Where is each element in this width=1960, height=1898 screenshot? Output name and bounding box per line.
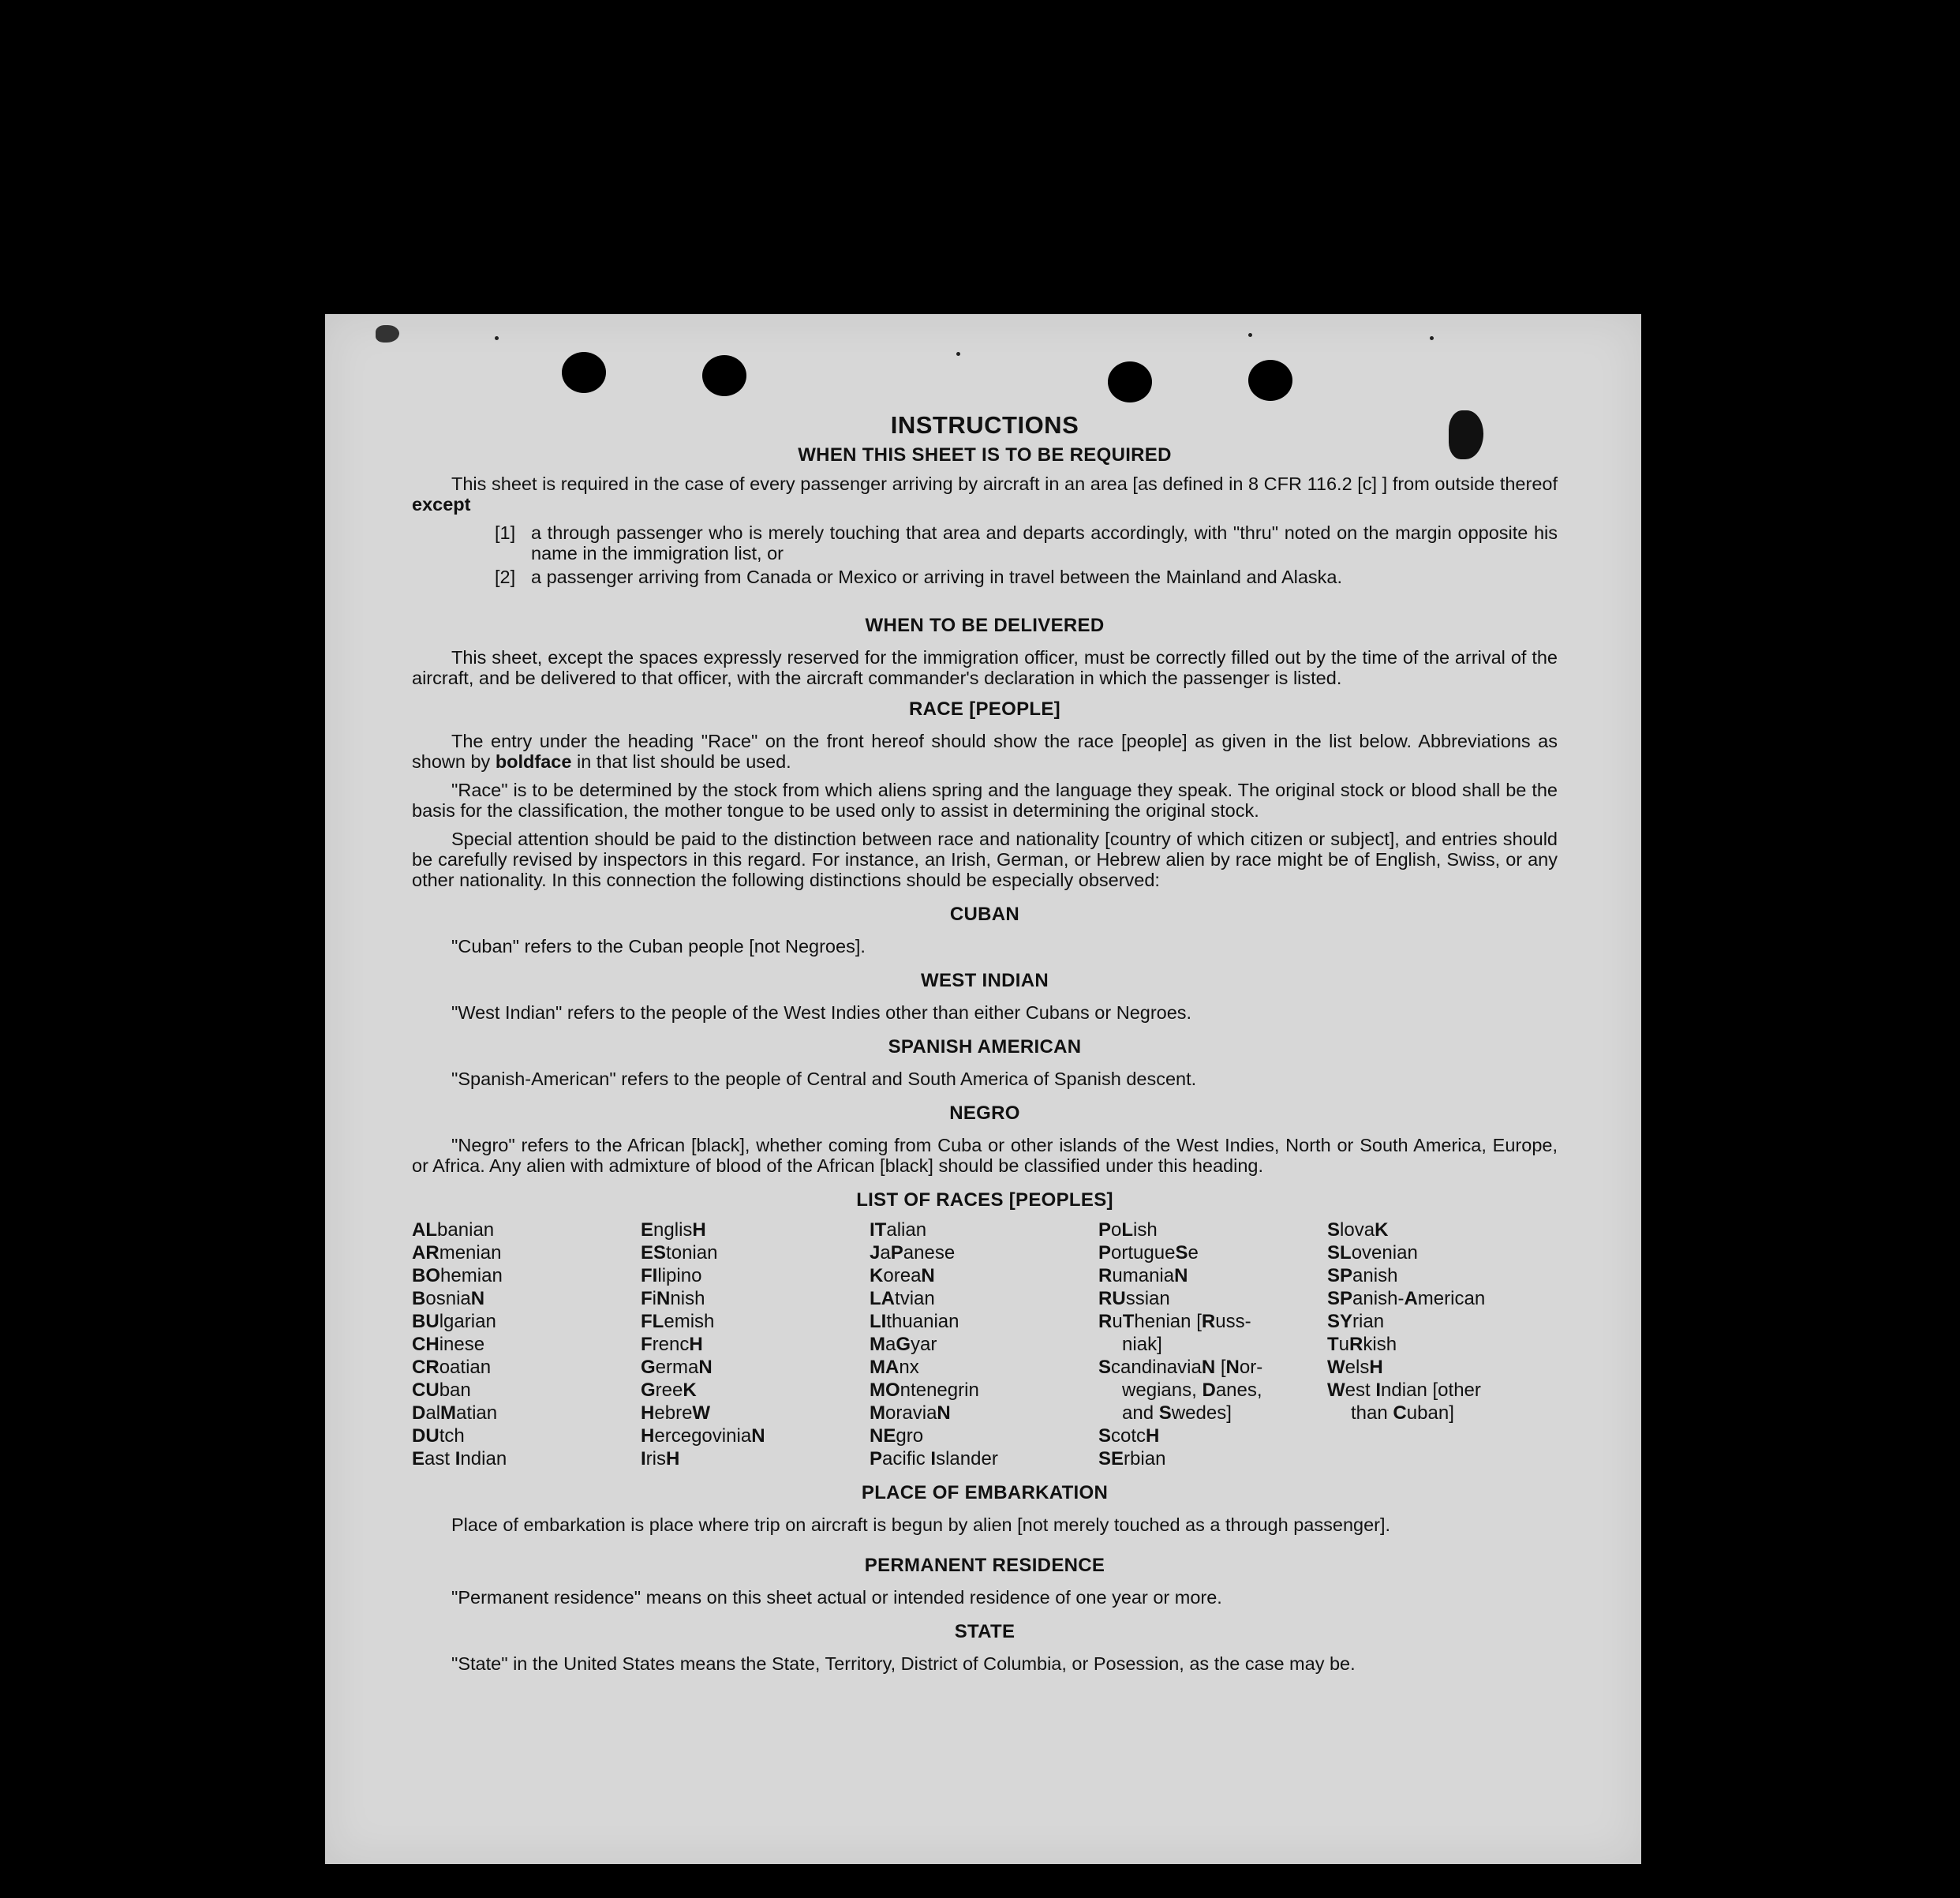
race-entry: West Indian [other [1327, 1380, 1481, 1401]
race-entry: LAtvian [870, 1288, 935, 1309]
section-heading: SPANISH AMERICAN [888, 1036, 1082, 1058]
race-entry: MAnx [870, 1357, 919, 1378]
race-entry: KoreaN [870, 1265, 935, 1286]
race-entry: RUssian [1098, 1288, 1170, 1309]
race-entry: FrencH [641, 1334, 703, 1355]
race-entry: SErbian [1098, 1448, 1166, 1469]
race-column [1327, 1220, 1556, 1472]
race-entry: DalMatian [412, 1402, 498, 1424]
race-entry: FiNnish [641, 1288, 705, 1309]
speck [1430, 336, 1434, 340]
section-heading: CUBAN [949, 904, 1020, 925]
race-entry: SYrian [1327, 1311, 1385, 1332]
race-entry: ScandinaviaN [Nor- [1098, 1357, 1263, 1378]
race-entry: SlovaK [1327, 1219, 1389, 1241]
section-paragraph: This sheet, except the spaces expressly reserved for the immigration officer, must be correctly filled out by the time of the arrival of the aircraft, and be delivered to that officer, with the aircraft commander's declaration in which the passenger is listed. [412, 647, 1558, 688]
section-paragraph: Special attention should be paid to the distinction between race and nationality [country of which citizen or subject], and entries should be carefully revised by inspectors in this regard. For instance, an Irish, German, or Hebrew alien by race might be of English, Swiss, or any other nationality. In this connection the following distinctions should be especially observed: [412, 829, 1558, 890]
race-entry: East Indian [412, 1448, 507, 1469]
race-entry: ARmenian [412, 1242, 502, 1263]
punch-hole [1248, 360, 1292, 401]
race-entry: WelsH [1327, 1357, 1383, 1378]
race-entry: MaGyar [870, 1334, 937, 1355]
race-entry: EStonian [641, 1242, 718, 1263]
item-text: a through passenger who is merely touching that area and departs accordingly, with "thru" noted on the margin opposite his name in the immigration list, or [531, 522, 1558, 563]
race-entry: RuThenian [Russ- [1098, 1311, 1251, 1332]
race-entry: LIthuanian [870, 1311, 959, 1332]
section-paragraph: "State" in the United States means the State, Territory, District of Columbia, or Posession, as the case may be. [451, 1653, 1356, 1674]
race-entry: and Swedes] [1122, 1402, 1232, 1424]
race-entry: than Cuban] [1351, 1402, 1454, 1424]
exception-list [412, 522, 1558, 587]
race-entry: SPanish [1327, 1265, 1398, 1286]
race-entry: HebreW [641, 1402, 711, 1424]
race-entry: GreeK [641, 1380, 697, 1401]
race-entry: PortugueSe [1098, 1242, 1199, 1263]
race-entry: Pacific Islander [870, 1448, 998, 1469]
race-entry: FIlipino [641, 1265, 702, 1286]
race-entry: niak] [1122, 1334, 1162, 1355]
race-column [412, 1220, 641, 1472]
section-paragraph: "West Indian" refers to the people of the West Indies other than either Cubans or Negroes. [451, 1002, 1192, 1023]
race-entry: ALbanian [412, 1219, 495, 1241]
section-heading: WEST INDIAN [921, 970, 1049, 991]
race-list [412, 1220, 1558, 1472]
item-text: a passenger arriving from Canada or Mexico or arriving in travel between the Mainland and Alaska. [531, 567, 1343, 587]
section-paragraph [412, 474, 1558, 515]
item-number: [1] [495, 522, 516, 543]
exception-item [495, 567, 1558, 587]
paragraph-text: in that list should be used. [571, 751, 791, 772]
section-heading: LIST OF RACES [PEOPLES] [856, 1189, 1113, 1211]
race-entry: MOntenegrin [870, 1380, 979, 1401]
race-entry: JaPanese [870, 1242, 956, 1263]
section-heading: WHEN TO BE DELIVERED [865, 615, 1105, 636]
race-entry: HercegoviniaN [641, 1425, 765, 1447]
exception-item [495, 522, 1558, 563]
speck [495, 336, 499, 340]
section-heading: PERMANENT RESIDENCE [864, 1555, 1105, 1576]
race-entry: CHinese [412, 1334, 485, 1355]
section-paragraph: Place of embarkation is place where trip on aircraft is begun by alien [not merely touched as a through passenger]. [451, 1514, 1391, 1535]
race-entry: CRoatian [412, 1357, 492, 1378]
race-entry: TuRkish [1327, 1334, 1397, 1355]
document-page [325, 314, 1641, 1864]
section-paragraph [412, 731, 1558, 772]
race-entry: ScotcH [1098, 1425, 1160, 1447]
section-heading: NEGRO [949, 1102, 1020, 1124]
race-entry: BOhemian [412, 1265, 503, 1286]
race-column [1098, 1220, 1327, 1472]
section-heading: STATE [954, 1621, 1016, 1642]
emphasis-text: boldface [495, 751, 572, 772]
speck [956, 352, 960, 356]
instructions-content [412, 411, 1558, 1674]
section-heading: RACE [PEOPLE] [909, 698, 1060, 720]
race-entry: wegians, Danes, [1122, 1380, 1262, 1401]
race-entry: EnglisH [641, 1219, 706, 1241]
race-entry: FLemish [641, 1311, 715, 1332]
page-title: INSTRUCTIONS [890, 411, 1079, 439]
race-column [870, 1220, 1098, 1472]
section-paragraph: "Spanish-American" refers to the people of Central and South America of Spanish descent. [451, 1069, 1197, 1089]
punch-hole [702, 355, 746, 396]
section-paragraph: "Permanent residence" means on this sheet actual or intended residence of one year or more. [451, 1587, 1222, 1608]
ink-blot [376, 325, 399, 343]
race-entry: BUlgarian [412, 1311, 496, 1332]
item-number: [2] [495, 567, 516, 587]
race-entry: DUtch [412, 1425, 465, 1447]
section-paragraph: "Cuban" refers to the Cuban people [not Negroes]. [451, 936, 866, 956]
section-paragraph: "Race" is to be determined by the stock from which aliens spring and the language they speak. The original stock or blood shall be the basis for the classification, the mother tongue to be used only to assist in determining the original stock. [412, 780, 1558, 821]
race-entry: CUban [412, 1380, 471, 1401]
paragraph-text: The entry under the heading "Race" on the front hereof should show the race [people] as given in the list below. Abbreviations as shown by [412, 731, 1558, 772]
emphasis-text: except [412, 494, 471, 515]
punch-hole [562, 352, 606, 393]
race-entry: SLovenian [1327, 1242, 1418, 1263]
race-entry: ITalian [870, 1219, 927, 1241]
race-entry: NEgro [870, 1425, 924, 1447]
section-paragraph: "Negro" refers to the African [black], whether coming from Cuba or other islands of the West Indies, North or South America, Europe, or Africa. Any alien with admixture of blood of the African [black] should be classified under this heading. [412, 1135, 1558, 1176]
race-entry: IrisH [641, 1448, 680, 1469]
race-column [641, 1220, 870, 1472]
paragraph-text: This sheet is required in the case of every passenger arriving by aircraft in an area [as defined in 8 CFR 116.2 [c] ] from outside thereof [451, 474, 1558, 494]
section-heading: WHEN THIS SHEET IS TO BE REQUIRED [798, 444, 1172, 466]
section-heading: PLACE OF EMBARKATION [861, 1482, 1109, 1503]
race-entry: SPanish-American [1327, 1288, 1486, 1309]
race-entry: MoraviaN [870, 1402, 951, 1424]
race-entry: RumaniaN [1098, 1265, 1188, 1286]
speck [1248, 333, 1252, 337]
punch-hole [1108, 361, 1152, 402]
race-entry: GermaN [641, 1357, 713, 1378]
race-entry: PoLish [1098, 1219, 1158, 1241]
race-entry: BosniaN [412, 1288, 485, 1309]
